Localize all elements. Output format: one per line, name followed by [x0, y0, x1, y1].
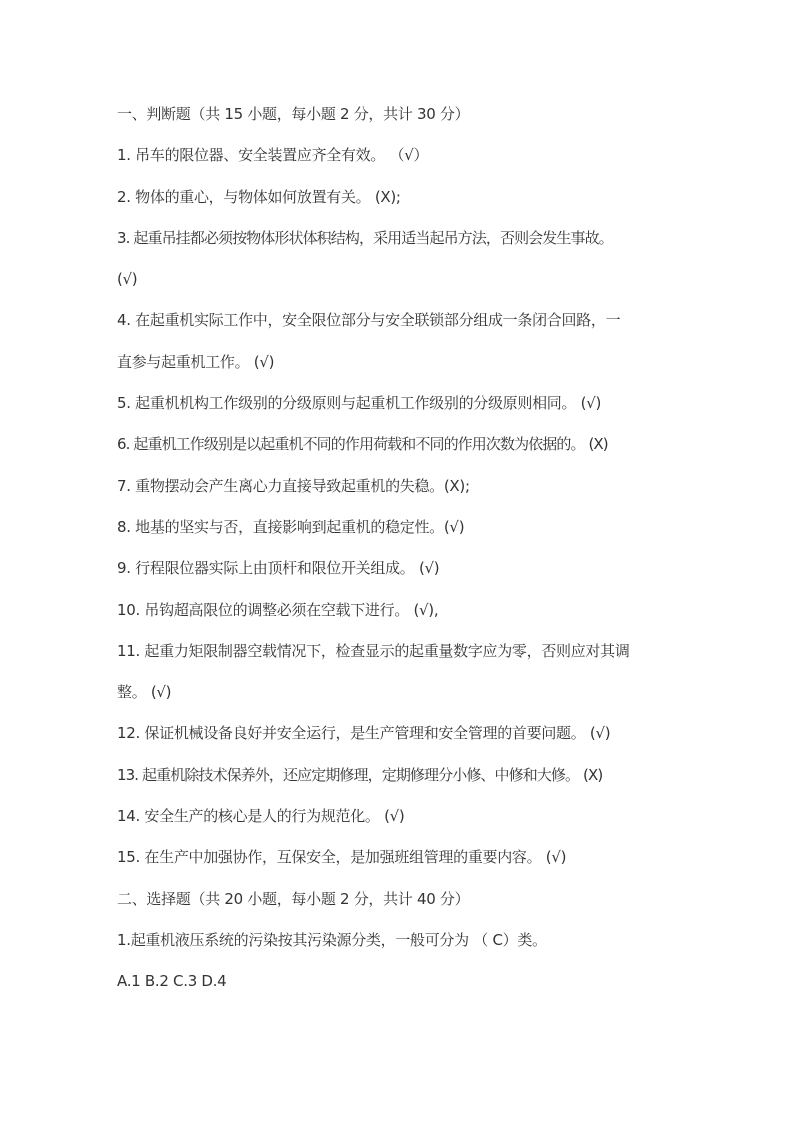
judgement-item-4: 4. 在起重机实际工作中，安全限位部分与安全联锁部分组成一条闭合回路，一	[117, 311, 621, 330]
judgement-item-14: 14. 安全生产的核心是人的行为规范化。 (√)	[117, 807, 405, 826]
section-heading-judgement: 一、判断题（共 15 小题，每小题 2 分，共计 30 分）	[117, 105, 470, 123]
choice-question-1-options: A.1 B.2 C.3 D.4	[117, 972, 227, 991]
judgement-item-8: 8. 地基的坚实与否，直接影响到起重机的稳定性。(√)	[117, 517, 465, 536]
document-page	[117, 104, 682, 1013]
judgement-item-6: 6. 起重机工作级别是以起重机不同的作用荷载和不同的作用次数为依据的。 (X)	[117, 435, 608, 454]
judgement-item-1: 1. 吊车的限位器、安全装置应齐全有效。 （√）	[117, 146, 429, 165]
judgement-item-5: 5. 起重机机构工作级别的分级原则与起重机工作级别的分级原则相同。 (√)	[117, 394, 602, 413]
judgement-item-15: 15. 在生产中加强协作，互保安全，是加强班组管理的重要内容。 (√)	[117, 848, 567, 867]
judgement-item-7: 7. 重物摆动会产生离心力直接导致起重机的失稳。(X);	[117, 476, 470, 495]
section-heading-choice: 二、选择题（共 20 小题，每小题 2 分，共计 40 分）	[117, 889, 470, 908]
judgement-item-3-continuation: (√)	[117, 270, 138, 289]
judgement-item-11-continuation: 整。 (√)	[117, 683, 172, 702]
judgement-item-3: 3. 起重吊挂都必须按物体形状体积结构，采用适当起吊方法，否则会发生事故。	[117, 228, 613, 247]
choice-question-1: 1.起重机液压系统的污染按其污染源分类，一般可分为 （ C）类。	[117, 930, 547, 949]
judgement-item-9: 9. 行程限位器实际上由顶杆和限位开关组成。 (√)	[117, 559, 440, 578]
judgement-item-2: 2. 物体的重心，与物体如何放置有关。 (X);	[117, 187, 401, 206]
judgement-item-4-continuation: 直参与起重机工作。 (√)	[117, 352, 275, 371]
judgement-item-10: 10. 吊钩超高限位的调整必须在空载下进行。 (√),	[117, 600, 439, 619]
judgement-item-13: 13. 起重机除技术保养外，还应定期修理，定期修理分小修、中修和大修。 (X)	[117, 765, 603, 784]
judgement-item-11: 11. 起重力矩限制器空载情况下，检查显示的起重量数字应为零，否则应对其调	[117, 641, 630, 660]
judgement-item-12: 12. 保证机械设备良好并安全运行，是生产管理和安全管理的首要问题。 (√)	[117, 724, 611, 743]
